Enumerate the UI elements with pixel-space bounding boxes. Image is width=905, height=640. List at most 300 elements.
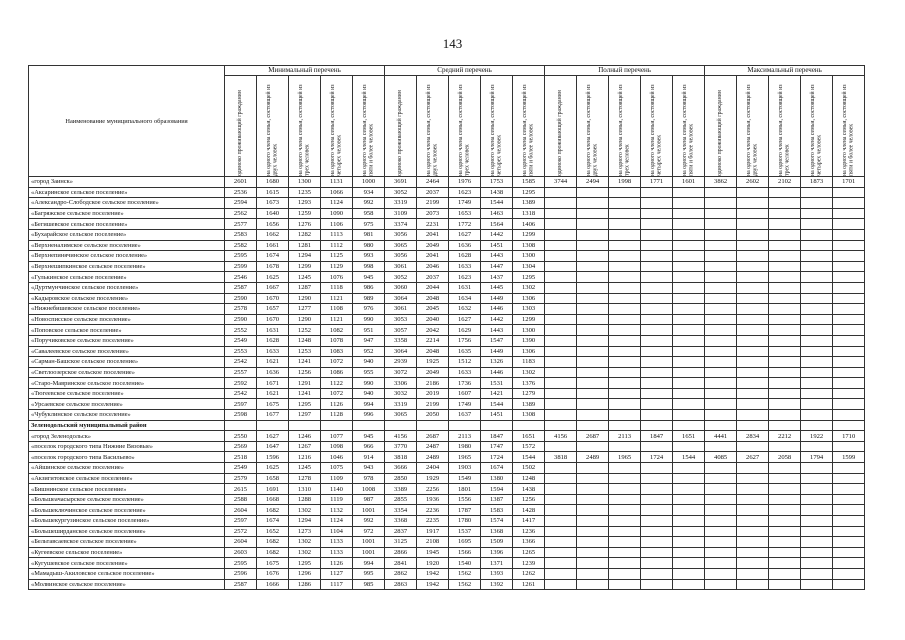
value-cell <box>801 505 833 516</box>
column-subheader-label: одиноко проживающий гражданин <box>397 90 404 176</box>
value-cell: 2518 <box>225 452 257 463</box>
value-cell <box>801 463 833 474</box>
value-cell: 990 <box>353 378 385 389</box>
value-cell: 2536 <box>225 187 257 198</box>
column-subheader-label: на одного члена семьи, состоящей из четырех человек <box>330 84 343 176</box>
value-cell: 1674 <box>481 463 513 474</box>
value-cell: 1922 <box>801 431 833 442</box>
value-cell <box>705 304 737 315</box>
value-cell: 1965 <box>609 452 641 463</box>
value-cell: 1628 <box>257 335 289 346</box>
value-cell <box>673 463 705 474</box>
value-cell <box>609 187 641 198</box>
value-cell <box>801 399 833 410</box>
value-cell <box>801 187 833 198</box>
value-cell: 3060 <box>385 282 417 293</box>
value-cell <box>769 537 801 548</box>
value-cell: 1680 <box>257 177 289 188</box>
value-cell <box>609 568 641 579</box>
value-cell: 1308 <box>513 240 545 251</box>
municipality-name: «Поповское сельское поселение» <box>29 325 225 336</box>
value-cell <box>801 441 833 452</box>
value-cell: 1132 <box>321 505 353 516</box>
value-cell: 1627 <box>449 314 481 325</box>
value-cell: 1847 <box>481 431 513 442</box>
value-cell: 992 <box>353 198 385 209</box>
value-cell <box>801 198 833 209</box>
table-row <box>29 410 865 421</box>
value-cell <box>801 229 833 240</box>
value-cell <box>833 516 865 527</box>
value-cell <box>737 568 769 579</box>
value-cell: 2044 <box>417 282 449 293</box>
value-cell: 3064 <box>385 293 417 304</box>
value-cell <box>609 463 641 474</box>
value-cell <box>769 484 801 495</box>
column-subheader <box>321 76 353 177</box>
value-cell <box>641 251 673 262</box>
value-cell <box>737 304 769 315</box>
value-cell: 1121 <box>321 293 353 304</box>
value-cell <box>641 346 673 357</box>
value-cell: 2199 <box>417 198 449 209</box>
table-row <box>29 441 865 452</box>
value-cell: 1438 <box>513 484 545 495</box>
value-cell <box>545 367 577 378</box>
value-cell <box>577 282 609 293</box>
value-cell <box>737 579 769 590</box>
value-cell <box>769 526 801 537</box>
value-cell <box>673 526 705 537</box>
value-cell: 1295 <box>513 272 545 283</box>
municipality-name: «Аксаринское сельское поселение» <box>29 187 225 198</box>
value-cell: 1296 <box>289 568 321 579</box>
value-cell <box>737 547 769 558</box>
table-row <box>29 473 865 484</box>
value-cell <box>609 293 641 304</box>
value-cell <box>545 484 577 495</box>
value-cell: 2037 <box>417 272 449 283</box>
value-cell <box>705 441 737 452</box>
value-cell: 2037 <box>417 187 449 198</box>
value-cell <box>705 505 737 516</box>
value-cell: 3125 <box>385 537 417 548</box>
value-cell: 2041 <box>417 229 449 240</box>
value-cell: 1124 <box>321 516 353 527</box>
value-cell <box>705 282 737 293</box>
table-row <box>29 325 865 336</box>
value-cell: 1124 <box>321 198 353 209</box>
table-row <box>29 240 865 251</box>
value-cell <box>737 463 769 474</box>
municipality-name: «Старо-Мавринское сельское поселение» <box>29 378 225 389</box>
value-cell <box>673 516 705 527</box>
value-cell: 2863 <box>385 579 417 590</box>
value-cell <box>833 399 865 410</box>
value-cell: 1239 <box>513 558 545 569</box>
value-cell <box>417 420 449 431</box>
value-cell: 1295 <box>289 399 321 410</box>
value-cell: 1438 <box>481 187 513 198</box>
value-cell: 1248 <box>289 335 321 346</box>
value-cell <box>609 410 641 421</box>
value-cell: 1066 <box>321 187 353 198</box>
value-cell: 993 <box>353 251 385 262</box>
value-cell <box>673 314 705 325</box>
value-cell: 1674 <box>257 251 289 262</box>
value-cell: 1847 <box>641 431 673 442</box>
value-cell: 1635 <box>449 346 481 357</box>
value-cell <box>577 420 609 431</box>
value-cell: 2597 <box>225 399 257 410</box>
value-cell: 1392 <box>481 579 513 590</box>
value-cell: 1633 <box>449 261 481 272</box>
value-cell <box>769 441 801 452</box>
value-cell: 2214 <box>417 335 449 346</box>
value-cell: 1113 <box>321 229 353 240</box>
value-cell <box>321 420 353 431</box>
municipality-name: «Нижнебишевское сельское поселение» <box>29 304 225 315</box>
value-cell <box>833 547 865 558</box>
value-cell: 2627 <box>737 452 769 463</box>
value-cell: 1615 <box>257 187 289 198</box>
value-cell: 980 <box>353 240 385 251</box>
value-cell: 2595 <box>225 251 257 262</box>
value-cell <box>705 208 737 219</box>
value-cell <box>609 537 641 548</box>
value-cell <box>737 229 769 240</box>
column-subheader-label: одиноко проживающий гражданин <box>237 90 244 176</box>
value-cell <box>673 420 705 431</box>
column-group-header: Полный перечень <box>545 66 705 76</box>
value-cell: 981 <box>353 229 385 240</box>
value-cell: 996 <box>353 410 385 421</box>
value-cell <box>577 314 609 325</box>
value-cell <box>769 293 801 304</box>
value-cell <box>545 494 577 505</box>
value-cell: 1366 <box>513 537 545 548</box>
column-subheader <box>577 76 609 177</box>
value-cell <box>577 568 609 579</box>
value-cell <box>545 304 577 315</box>
value-cell: 3354 <box>385 505 417 516</box>
municipality-name: «поселок городского типа Нижние Вязовые» <box>29 441 225 452</box>
value-cell <box>545 410 577 421</box>
value-cell: 966 <box>353 441 385 452</box>
value-cell <box>641 526 673 537</box>
table-row <box>29 378 865 389</box>
municipality-name: «Александро-Слободское сельское поселение» <box>29 198 225 209</box>
value-cell: 1451 <box>481 240 513 251</box>
value-cell <box>577 357 609 368</box>
value-cell: 1594 <box>481 484 513 495</box>
value-cell: 940 <box>353 388 385 399</box>
value-cell <box>705 251 737 262</box>
value-cell <box>577 187 609 198</box>
value-cell: 1302 <box>289 537 321 548</box>
table-row <box>29 282 865 293</box>
value-cell <box>609 219 641 230</box>
value-cell: 1000 <box>353 177 385 188</box>
municipality-name: «Акзигитовское сельское поселение» <box>29 473 225 484</box>
value-cell: 1108 <box>321 304 353 315</box>
value-cell: 2579 <box>225 473 257 484</box>
value-cell: 1306 <box>513 346 545 357</box>
value-cell <box>577 547 609 558</box>
value-cell <box>769 335 801 346</box>
value-cell <box>801 304 833 315</box>
table-row <box>29 537 865 548</box>
value-cell: 2404 <box>417 463 449 474</box>
value-cell: 943 <box>353 463 385 474</box>
value-cell: 1245 <box>289 463 321 474</box>
column-subheader <box>705 76 737 177</box>
value-cell <box>673 208 705 219</box>
value-cell <box>833 505 865 516</box>
value-cell: 2587 <box>225 282 257 293</box>
value-cell: 3032 <box>385 388 417 399</box>
value-cell: 2048 <box>417 346 449 357</box>
value-cell <box>577 579 609 590</box>
value-cell: 3389 <box>385 484 417 495</box>
value-cell: 1267 <box>289 441 321 452</box>
value-cell: 4156 <box>545 431 577 442</box>
column-subheader-label: на одного члена семьи, состоящей из четырех человек <box>650 84 663 176</box>
value-cell: 1621 <box>257 388 289 399</box>
value-cell <box>801 240 833 251</box>
value-cell <box>737 198 769 209</box>
value-cell: 1393 <box>481 568 513 579</box>
value-cell <box>769 251 801 262</box>
column-subheader-label: на одного члена семьи, состоящей из двух человек <box>266 84 279 176</box>
table-row <box>29 420 865 431</box>
column-subheader-label: на одного члена семьи, состоящей из пяти и более человек <box>682 84 695 176</box>
value-cell: 2042 <box>417 325 449 336</box>
value-cell: 1544 <box>513 452 545 463</box>
value-cell <box>609 367 641 378</box>
value-cell: 1437 <box>481 272 513 283</box>
value-cell: 975 <box>353 219 385 230</box>
value-cell: 1286 <box>289 579 321 590</box>
value-cell <box>769 208 801 219</box>
value-cell <box>225 420 257 431</box>
value-cell: 1675 <box>257 558 289 569</box>
value-cell <box>769 357 801 368</box>
value-cell <box>609 346 641 357</box>
value-cell: 1127 <box>321 568 353 579</box>
table-row <box>29 463 865 474</box>
value-cell: 2049 <box>417 367 449 378</box>
value-cell: 1607 <box>449 388 481 399</box>
value-cell: 1241 <box>289 388 321 399</box>
value-cell <box>833 367 865 378</box>
value-cell: 1294 <box>289 251 321 262</box>
value-cell <box>641 537 673 548</box>
column-subheader <box>801 76 833 177</box>
value-cell: 1794 <box>801 452 833 463</box>
value-cell <box>833 357 865 368</box>
value-cell: 1126 <box>321 558 353 569</box>
value-cell <box>545 198 577 209</box>
value-cell: 2590 <box>225 314 257 325</box>
value-cell <box>769 505 801 516</box>
value-cell <box>705 484 737 495</box>
cost-table-container <box>28 65 864 590</box>
value-cell: 1288 <box>289 494 321 505</box>
municipality-name: «Новосписское сельское поселение» <box>29 314 225 325</box>
value-cell: 1086 <box>321 367 353 378</box>
value-cell: 2939 <box>385 357 417 368</box>
value-cell <box>673 473 705 484</box>
value-cell: 1965 <box>449 452 481 463</box>
value-cell <box>577 463 609 474</box>
column-subheader-label: на одного члена семьи, состоящей из двух человек <box>746 84 759 176</box>
column-subheader <box>737 76 769 177</box>
table-row <box>29 399 865 410</box>
value-cell: 2598 <box>225 410 257 421</box>
value-cell <box>801 282 833 293</box>
value-cell <box>801 261 833 272</box>
value-cell: 1636 <box>449 240 481 251</box>
value-cell: 1627 <box>257 431 289 442</box>
value-cell: 1078 <box>321 335 353 346</box>
value-cell <box>737 282 769 293</box>
value-cell <box>801 367 833 378</box>
value-cell: 994 <box>353 399 385 410</box>
value-cell: 2049 <box>417 240 449 251</box>
value-cell: 1463 <box>481 208 513 219</box>
value-cell: 1300 <box>513 325 545 336</box>
value-cell: 1780 <box>449 516 481 527</box>
value-cell: 1241 <box>289 357 321 368</box>
value-cell <box>833 293 865 304</box>
value-cell: 1118 <box>321 282 353 293</box>
value-cell <box>609 420 641 431</box>
value-cell <box>577 219 609 230</box>
value-cell <box>769 219 801 230</box>
table-row <box>29 367 865 378</box>
value-cell <box>609 526 641 537</box>
value-cell: 1295 <box>513 187 545 198</box>
value-cell <box>545 505 577 516</box>
value-cell <box>737 357 769 368</box>
column-subheader <box>481 76 513 177</box>
value-cell <box>705 399 737 410</box>
value-cell <box>705 558 737 569</box>
column-subheader <box>769 76 801 177</box>
value-cell <box>577 335 609 346</box>
value-cell: 2604 <box>225 505 257 516</box>
value-cell <box>801 516 833 527</box>
value-cell: 1421 <box>481 388 513 399</box>
value-cell: 1318 <box>513 208 545 219</box>
value-cell: 1531 <box>481 378 513 389</box>
value-cell: 1300 <box>513 251 545 262</box>
value-cell <box>705 229 737 240</box>
value-cell: 1253 <box>289 346 321 357</box>
value-cell <box>673 272 705 283</box>
value-cell <box>833 335 865 346</box>
value-cell: 1265 <box>513 547 545 558</box>
value-cell: 1640 <box>257 208 289 219</box>
value-cell: 2102 <box>769 177 801 188</box>
value-cell: 3368 <box>385 516 417 527</box>
value-cell: 1390 <box>513 335 545 346</box>
column-subheader-label: на одного члена семьи, состоящей из четырех человек <box>810 84 823 176</box>
value-cell <box>609 335 641 346</box>
value-cell <box>769 282 801 293</box>
value-cell <box>673 346 705 357</box>
value-cell <box>449 420 481 431</box>
value-cell <box>609 357 641 368</box>
value-cell <box>641 568 673 579</box>
value-cell: 945 <box>353 431 385 442</box>
value-cell <box>577 505 609 516</box>
value-cell: 1653 <box>449 208 481 219</box>
value-cell: 2557 <box>225 367 257 378</box>
value-cell: 2603 <box>225 547 257 558</box>
value-cell <box>545 399 577 410</box>
value-cell <box>833 219 865 230</box>
municipality-name: «Бухарайское сельское поселение» <box>29 229 225 240</box>
value-cell: 1294 <box>289 516 321 527</box>
value-cell: 3061 <box>385 304 417 315</box>
value-cell <box>673 505 705 516</box>
value-cell <box>545 463 577 474</box>
value-cell: 1248 <box>513 473 545 484</box>
table-row <box>29 187 865 198</box>
municipality-name: «Чубуклинское сельское поселение» <box>29 410 225 421</box>
value-cell: 1256 <box>513 494 545 505</box>
value-cell: 1326 <box>481 357 513 368</box>
value-cell: 1396 <box>481 547 513 558</box>
municipality-name: «Большекургузинское сельское поселение» <box>29 516 225 527</box>
value-cell: 2687 <box>577 431 609 442</box>
value-cell <box>801 420 833 431</box>
value-cell: 3064 <box>385 346 417 357</box>
value-cell: 1633 <box>257 346 289 357</box>
municipality-name: «Поручиковское сельское поселение» <box>29 335 225 346</box>
value-cell: 1417 <box>513 516 545 527</box>
value-cell: 2597 <box>225 516 257 527</box>
value-cell <box>545 219 577 230</box>
value-cell <box>545 378 577 389</box>
value-cell: 3691 <box>385 177 417 188</box>
value-cell: 4441 <box>705 431 737 442</box>
value-cell: 1122 <box>321 378 353 389</box>
value-cell <box>577 537 609 548</box>
value-cell: 1406 <box>513 219 545 230</box>
value-cell: 3056 <box>385 251 417 262</box>
value-cell <box>801 325 833 336</box>
value-cell <box>769 420 801 431</box>
table-row <box>29 251 865 262</box>
value-cell <box>641 187 673 198</box>
value-cell <box>641 420 673 431</box>
value-cell: 1537 <box>449 526 481 537</box>
value-cell: 1637 <box>449 410 481 421</box>
value-cell: 978 <box>353 473 385 484</box>
value-cell: 2487 <box>417 441 449 452</box>
municipality-name: «Сарман-Башское сельское поселение» <box>29 357 225 368</box>
municipality-name: «Багряжское сельское поселение» <box>29 208 225 219</box>
table-row <box>29 579 865 590</box>
value-cell <box>545 282 577 293</box>
value-cell: 1670 <box>257 293 289 304</box>
value-cell: 1657 <box>257 304 289 315</box>
value-cell <box>545 357 577 368</box>
value-cell <box>673 547 705 558</box>
